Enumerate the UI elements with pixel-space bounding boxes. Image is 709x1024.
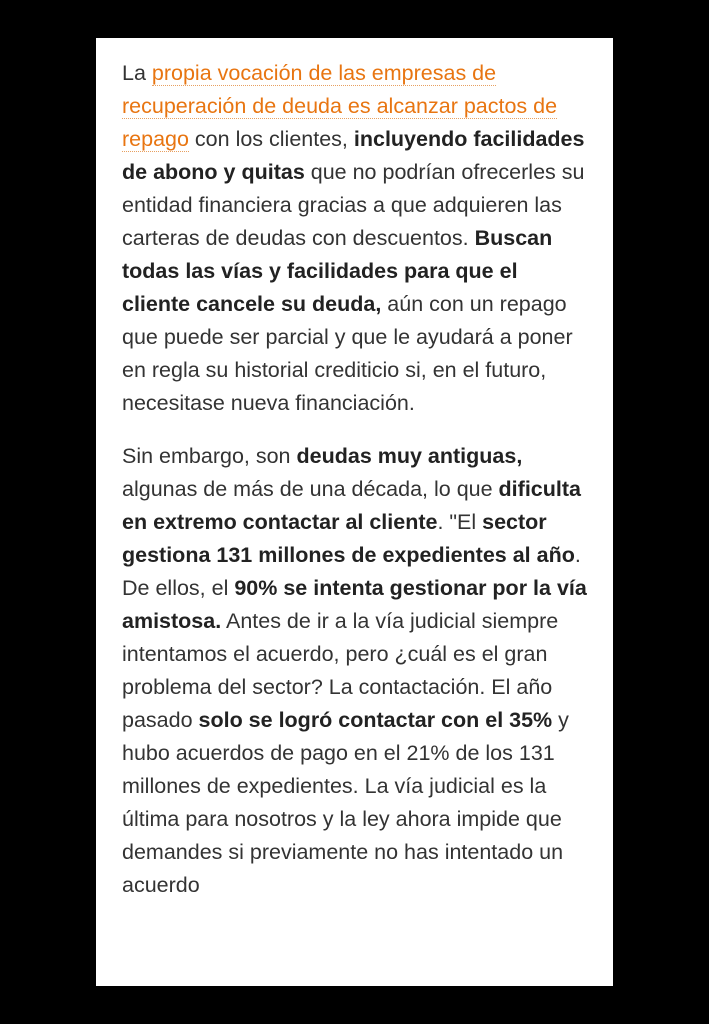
- paragraph-2: [122, 440, 587, 902]
- text-run: Antes de ir a la vía judicial siempre intentamos el acuerdo, pero ¿cuál es el gran problema del sector? La contactación. El año pasado: [122, 609, 559, 732]
- bold-run: 90% se intenta gestionar por la vía amistosa.: [122, 576, 587, 633]
- text-run: Sin embargo, son: [122, 444, 297, 468]
- bold-run: dificulta en extremo contactar al cliente: [122, 477, 581, 534]
- text-run: La: [122, 61, 152, 85]
- text-run: con los clientes,: [188, 127, 354, 151]
- text-run: algunas de más de una década, lo que: [122, 477, 499, 501]
- bold-run: sector gestiona 131 millones de expedientes al año: [122, 510, 575, 567]
- article-page: [96, 38, 613, 986]
- text-run: y hubo acuerdos de pago en el 21% de los 131 millones de expedientes. La vía judicial es la última para nosotros y la ley ahora impide que demandes si previamente no has intentado un acuerdo: [122, 708, 569, 897]
- text-run: que no podrían ofrecerles su entidad financiera gracias a que adquieren las carteras de deudas con descuentos.: [122, 160, 585, 250]
- bold-run: Buscan todas las vías y facilidades para que el cliente cancele su deuda,: [122, 226, 553, 316]
- bold-run: incluyendo facilidades de abono y quitas: [122, 127, 585, 184]
- bold-run: solo se logró contactar con el 35%: [198, 708, 553, 732]
- article-body: [122, 57, 587, 902]
- text-run: aún con un repago que puede ser parcial y que le ayudará a poner en regla su historial crediticio si, en el futuro, necesitase nueva financiación.: [122, 292, 573, 415]
- text-run: . "El: [437, 510, 483, 534]
- recovery-agreements-link[interactable]: propia vocación de las empresas de recuperación de deuda es alcanzar pactos de repago: [122, 61, 558, 151]
- paragraph-1: [122, 57, 587, 420]
- bold-run: deudas muy antiguas,: [296, 444, 523, 468]
- text-run: . De ellos, el: [122, 543, 581, 600]
